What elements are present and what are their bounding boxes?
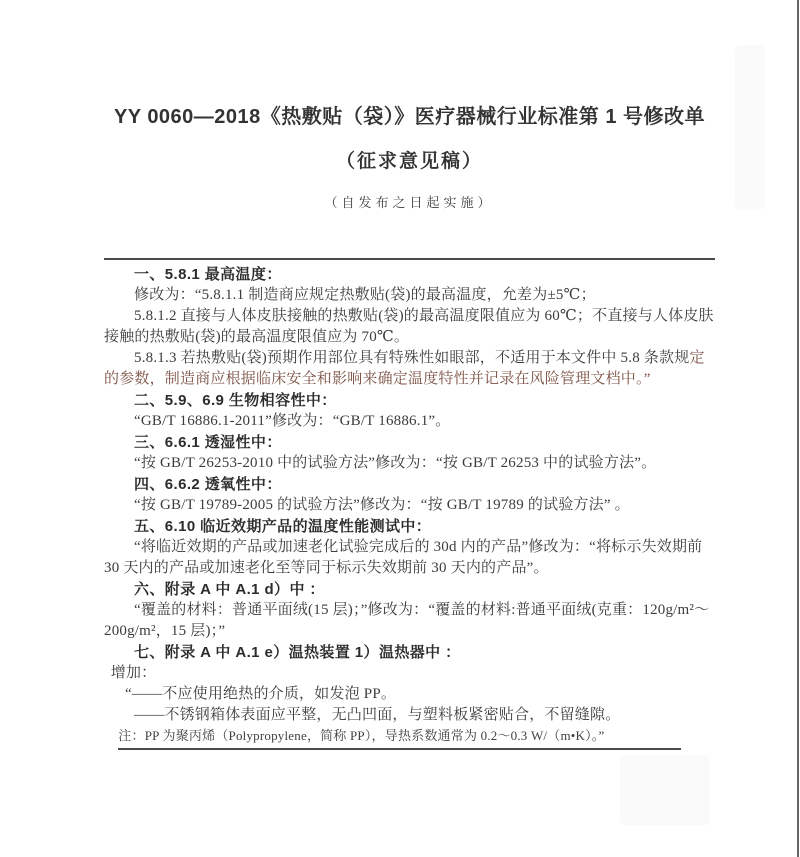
section-heading [104, 474, 715, 495]
text-run: ——不锈钢箱体表面应平整，无凸凹面，与塑料板紧密贴合，不留缝隙。 [134, 707, 621, 723]
text-run: 二、5.9、6.9 生物相容性中： [134, 392, 337, 409]
paragraph [104, 705, 715, 726]
text-run: 修改为：“5.8.1.1 制造商应规定热敷贴(袋)的最高温度，允差为±5℃； [134, 287, 596, 303]
text-run: 四、6.6.2 透氧性中： [134, 476, 282, 493]
section-heading [104, 579, 715, 600]
paragraph [104, 411, 715, 432]
text-run: 一、5.8.1 最高温度： [134, 266, 282, 283]
paragraph [104, 495, 715, 516]
text-run: “按 GB/T 19789-2005 的试验方法”修改为：“按 GB/T 19789 的试验方法” 。 [134, 497, 630, 513]
document-subtitle: （征求意见稿） [335, 151, 483, 172]
scan-artifact [735, 45, 765, 210]
section-heading [104, 264, 715, 285]
paragraph [104, 537, 715, 579]
paragraph [104, 600, 715, 642]
text-run: “——不应使用绝热的介质，如发泡 PP。 [125, 686, 397, 702]
text-run: “将临近效期的产品或加速老化试验完成后的 30d 内的产品”修改为：“将标示失效期前 30 天内的产品或加速老化至等同于标示失效期前 30 天内的产品”。 [104, 539, 703, 576]
section-heading [104, 642, 715, 663]
footnote [104, 726, 715, 746]
paragraph [104, 306, 715, 348]
text-run: 增加： [110, 665, 157, 681]
text-run: “GB/T 16886.1-2011”修改为：“GB/T 16886.1”。 [134, 413, 451, 429]
scan-page-edge-line [797, 0, 799, 857]
text-run: 三、6.6.1 透湿性中： [134, 434, 282, 451]
text-run: 注：PP 为聚丙烯（Polypropylene，简称 PP），导热系数通常为 0.2～0.3 W/（m•K）。” [118, 728, 605, 743]
paragraph [104, 285, 715, 306]
text-run: “覆盖的材料：普通平面绒(15 层)；”修改为：“覆盖的材料:普通平面绒(克重：120g/m²～200g/m²，15 层)；” [104, 602, 710, 639]
text-run: 5.8.1.2 直接与人体皮肤接触的热敷贴(袋)的最高温度限值应为 60℃；不直接与人体皮肤接触的热敷贴(袋)的最高温度限值应为 70℃。 [104, 308, 714, 345]
paragraph [104, 453, 715, 474]
bottom-rule [118, 748, 681, 750]
text-run: “按 GB/T 26253-2010 中的试验方法”修改为：“按 GB/T 26253 中的试验方法”。 [134, 455, 657, 471]
paragraph [104, 663, 715, 684]
text-run: 七、附录 A 中 A.1 e）温热装置 1）温热器中 ： [134, 644, 461, 661]
text-run: 5.8.1.3 若热敷贴(袋)预期作用部位具有特殊性如眼部，不适用于本文件中 5.8 条款规 [134, 350, 690, 366]
document-body [104, 260, 715, 746]
section-heading [104, 432, 715, 453]
paragraph [104, 348, 715, 390]
text-run: 五、6.10 临近效期产品的温度性能测试中： [134, 518, 432, 535]
accent-text-run: 定的参数，制造商应根据临床安全和影响来确定温度特性并记录在风险管理文档中。” [104, 350, 705, 387]
section-heading [104, 516, 715, 537]
text-run: 六、附录 A 中 A.1 d）中 ： [134, 581, 325, 598]
document-content [104, 0, 715, 750]
scan-artifact [620, 755, 710, 825]
paragraph [104, 684, 715, 705]
implementation-note: （自发布之日起实施） [324, 195, 495, 210]
document-title: YY 0060—2018《热敷贴（袋）》医疗器械行业标准第 1 号修改单 [113, 106, 706, 128]
section-heading [104, 390, 715, 411]
